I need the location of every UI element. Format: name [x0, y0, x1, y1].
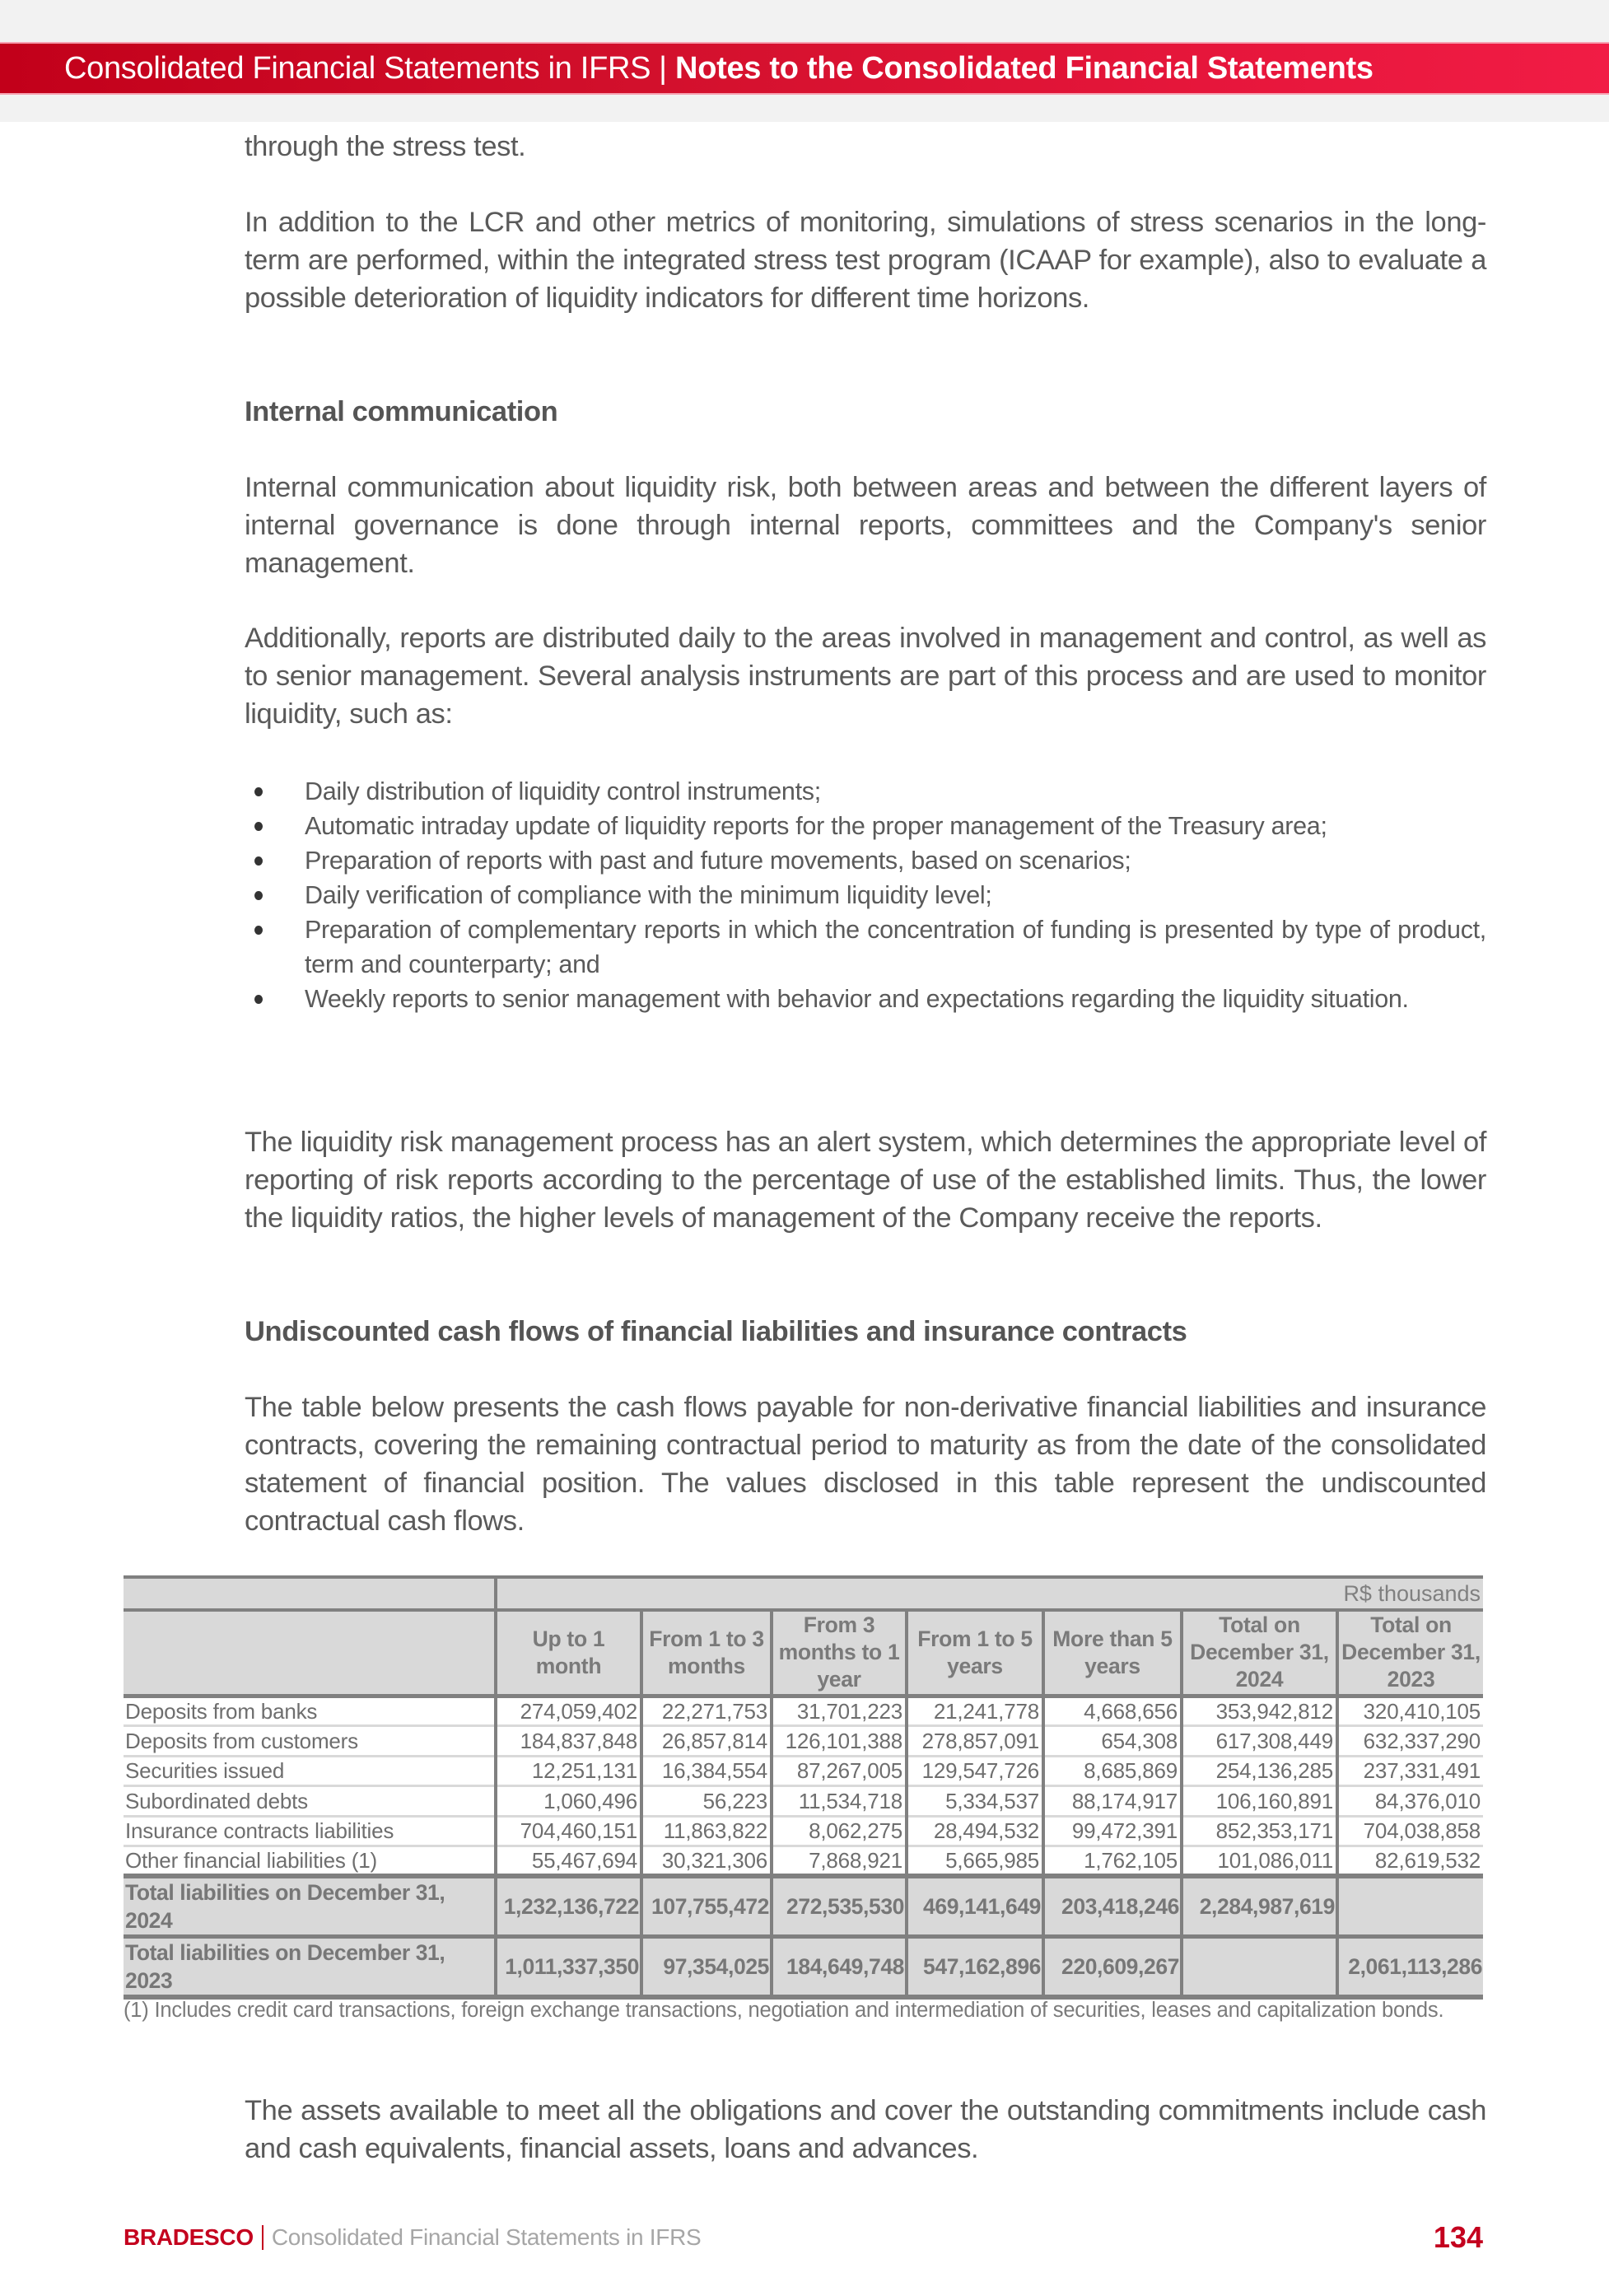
column-header-more-than-5-years: More than 5 years	[1043, 1610, 1182, 1696]
table-cell: 55,467,694	[496, 1846, 641, 1877]
paragraph-text: through the stress test.	[245, 131, 526, 162]
section-heading: Internal communication	[245, 396, 558, 427]
table-cell: 547,162,896	[907, 1937, 1043, 1998]
list-item-text: Daily distribution of liquidity control instruments;	[305, 777, 821, 805]
table-row	[124, 1816, 1483, 1846]
row-label: Subordinated debts	[124, 1786, 496, 1817]
row-label: Other financial liabilities (1)	[124, 1846, 496, 1877]
paragraph-alert-system	[245, 1123, 1486, 1237]
list-item	[245, 982, 1486, 1016]
table-cell	[1182, 1937, 1337, 1998]
list-item	[245, 809, 1486, 843]
table-cell: 87,267,005	[772, 1756, 907, 1786]
paragraph-internal-communication	[245, 469, 1486, 582]
column-header-1-to-5-years: From 1 to 5 years	[907, 1610, 1043, 1696]
footer-document-title: Consolidated Financial Statements in IFRS	[271, 2224, 702, 2250]
table-cell: 274,059,402	[496, 1696, 641, 1726]
paragraph-text: Internal communication about liquidity risk, both between areas and between the different layers of internal governance is done through internal reports, committees and the Company's senior management.	[245, 472, 1486, 579]
header-section-title: Notes to the Consolidated Financial Statements	[675, 50, 1373, 86]
table-cell: 220,609,267	[1043, 1937, 1182, 1998]
table-cell: 1,232,136,722	[496, 1876, 641, 1937]
paragraph-lcr-simulations	[245, 203, 1486, 317]
list-item	[245, 774, 1486, 809]
table-cell: 97,354,025	[641, 1937, 772, 1998]
bullet-icon	[254, 822, 263, 831]
table-row	[124, 1756, 1483, 1786]
heading-internal-communication	[245, 393, 1486, 431]
table-cell: 129,547,726	[907, 1756, 1043, 1786]
table-unit-row	[124, 1577, 1483, 1610]
cash-flows-table-container	[124, 1575, 1483, 2000]
table-cell: 7,868,921	[772, 1846, 907, 1877]
table-cell: 203,418,246	[1043, 1876, 1182, 1937]
table-cell: 8,062,275	[772, 1816, 907, 1846]
table-cell: 852,353,171	[1182, 1816, 1337, 1846]
total-row-2023	[124, 1937, 1483, 1998]
table-cell: 278,857,091	[907, 1726, 1043, 1757]
table-cell: 1,762,105	[1043, 1846, 1182, 1877]
bullet-icon	[254, 926, 263, 935]
table-cell: 4,668,656	[1043, 1696, 1182, 1726]
row-label: Deposits from banks	[124, 1696, 496, 1726]
row-label: Insurance contracts liabilities	[124, 1816, 496, 1846]
table-cell: 2,284,987,619	[1182, 1876, 1337, 1937]
table-cell: 5,334,537	[907, 1786, 1043, 1817]
table-header-row	[124, 1610, 1483, 1696]
header-document-title: Consolidated Financial Statements in IFRS	[64, 50, 651, 86]
liquidity-instruments-list	[245, 774, 1486, 1016]
paragraph-stress-test-end	[245, 128, 1486, 166]
table-cell: 101,086,011	[1182, 1846, 1337, 1877]
table-cell: 1,060,496	[496, 1786, 641, 1817]
paragraph-text: Additionally, reports are distributed daily to the areas involved in management and control, as well as to senior management. Several analysis instruments are part of this process and are used to monitor liquidity, such as:	[245, 623, 1486, 730]
row-label: Deposits from customers	[124, 1726, 496, 1757]
table-cell: 88,174,917	[1043, 1786, 1182, 1817]
table-cell: 16,384,554	[641, 1756, 772, 1786]
table-cell: 106,160,891	[1182, 1786, 1337, 1817]
table-cell: 237,331,491	[1337, 1756, 1483, 1786]
section-header-bar	[0, 42, 1609, 95]
table-cell: 184,837,848	[496, 1726, 641, 1757]
table-cell: 617,308,449	[1182, 1726, 1337, 1757]
paragraph-text: The table below presents the cash flows payable for non-derivative financial liabilities and insurance contracts, covering the remaining contractual period to maturity as from the date of the consolidated statement of financial position. The values disclosed in this table represent the undiscounted contractual cash flows.	[245, 1392, 1486, 1537]
table-cell: 11,863,822	[641, 1816, 772, 1846]
table-cell: 30,321,306	[641, 1846, 772, 1877]
table-cell: 184,649,748	[772, 1937, 907, 1998]
table-cell: 272,535,530	[772, 1876, 907, 1937]
table-corner-cell	[124, 1577, 496, 1610]
list-item-text: Preparation of reports with past and future movements, based on scenarios;	[305, 847, 1131, 875]
table-row	[124, 1726, 1483, 1757]
paragraph-text: The liquidity risk management process has an alert system, which determines the appropriate level of reporting of risk reports according to the percentage of use of the established limits. Thus, the lower the liquidity ratios, the higher levels of management of the Company receive the reports.	[245, 1127, 1486, 1234]
heading-undiscounted-cash-flows	[245, 1313, 1486, 1351]
list-item-text: Automatic intraday update of liquidity reports for the proper management of the Treasury area;	[305, 812, 1327, 840]
paragraph-text: In addition to the LCR and other metrics of monitoring, simulations of stress scenarios in the long-term are performed, within the integrated stress test program (ICAAP for example), also to evaluate a possible deterioration of liquidity indicators for different time horizons.	[245, 207, 1486, 314]
column-header-total-2023: Total on December 31, 2023	[1337, 1610, 1483, 1696]
page-number: 134	[1433, 2220, 1483, 2254]
table-cell: 704,460,151	[496, 1816, 641, 1846]
list-item-text: Weekly reports to senior management with behavior and expectations regarding the liquidity situation.	[305, 985, 1409, 1013]
bullet-icon	[254, 995, 263, 1004]
table-cell: 22,271,753	[641, 1696, 772, 1726]
table-cell: 31,701,223	[772, 1696, 907, 1726]
table-cell: 12,251,131	[496, 1756, 641, 1786]
column-header-1-to-3-months: From 1 to 3 months	[641, 1610, 772, 1696]
table-row	[124, 1846, 1483, 1877]
table-cell: 1,011,337,350	[496, 1937, 641, 1998]
table-cell: 469,141,649	[907, 1876, 1043, 1937]
section-heading: Undiscounted cash flows of financial liabilities and insurance contracts	[245, 1316, 1187, 1347]
bullet-icon	[254, 891, 263, 900]
table-cell: 11,534,718	[772, 1786, 907, 1817]
row-label: Total liabilities on December 31, 2024	[124, 1876, 496, 1937]
paragraph-reports-distributed	[245, 619, 1486, 733]
column-header-label	[124, 1610, 496, 1696]
table-cell: 654,308	[1043, 1726, 1182, 1757]
table-cell: 8,685,869	[1043, 1756, 1182, 1786]
column-header-3-months-to-1-year: From 3 months to 1 year	[772, 1610, 907, 1696]
paragraph-text: The assets available to meet all the obligations and cover the outstanding commitments include cash and cash equivalents, financial assets, loans and advances.	[245, 2095, 1486, 2164]
paragraph-table-intro	[245, 1388, 1486, 1540]
bullet-icon	[254, 856, 263, 866]
list-item	[245, 878, 1486, 912]
table-row	[124, 1786, 1483, 1817]
table-row	[124, 1696, 1483, 1726]
table-footnote: (1) Includes credit card transactions, foreign exchange transactions, negotiation and intermediation of securities, leases and capitalization bonds.	[124, 1999, 1444, 2022]
list-item	[245, 912, 1486, 982]
paragraph-assets-available	[245, 2092, 1486, 2168]
table-cell: 21,241,778	[907, 1696, 1043, 1726]
page-footer	[124, 2219, 1483, 2256]
table-cell: 5,665,985	[907, 1846, 1043, 1877]
table-cell: 704,038,858	[1337, 1816, 1483, 1846]
table-cell: 84,376,010	[1337, 1786, 1483, 1817]
table-cell: 82,619,532	[1337, 1846, 1483, 1877]
list-item-text: Daily verification of compliance with the minimum liquidity level;	[305, 881, 992, 909]
undiscounted-cash-flows-table	[124, 1575, 1483, 2000]
footer-separator	[262, 2225, 264, 2250]
table-cell: 107,755,472	[641, 1876, 772, 1937]
list-item-text: Preparation of complementary reports in which the concentration of funding is presented by type of product, term and counterparty; and	[305, 916, 1486, 978]
table-cell: 632,337,290	[1337, 1726, 1483, 1757]
table-cell: 320,410,105	[1337, 1696, 1483, 1726]
row-label: Total liabilities on December 31, 2023	[124, 1937, 496, 1998]
table-cell: 353,942,812	[1182, 1696, 1337, 1726]
table-cell: 28,494,532	[907, 1816, 1043, 1846]
list-item	[245, 843, 1486, 878]
table-cell: 2,061,113,286	[1337, 1937, 1483, 1998]
table-cell: 254,136,285	[1182, 1756, 1337, 1786]
row-label: Securities issued	[124, 1756, 496, 1786]
total-row-2024	[124, 1876, 1483, 1937]
brand-logo-text: BRADESCO	[124, 2224, 254, 2250]
table-cell: 26,857,814	[641, 1726, 772, 1757]
table-cell: 99,472,391	[1043, 1816, 1182, 1846]
table-unit-label: R$ thousands	[496, 1577, 1483, 1610]
bullet-icon	[254, 787, 263, 796]
column-header-up-to-1-month: Up to 1 month	[496, 1610, 641, 1696]
column-header-total-2024: Total on December 31, 2024	[1182, 1610, 1337, 1696]
table-cell: 56,223	[641, 1786, 772, 1817]
table-cell: 126,101,388	[772, 1726, 907, 1757]
header-separator: |	[659, 50, 668, 86]
table-cell	[1337, 1876, 1483, 1937]
